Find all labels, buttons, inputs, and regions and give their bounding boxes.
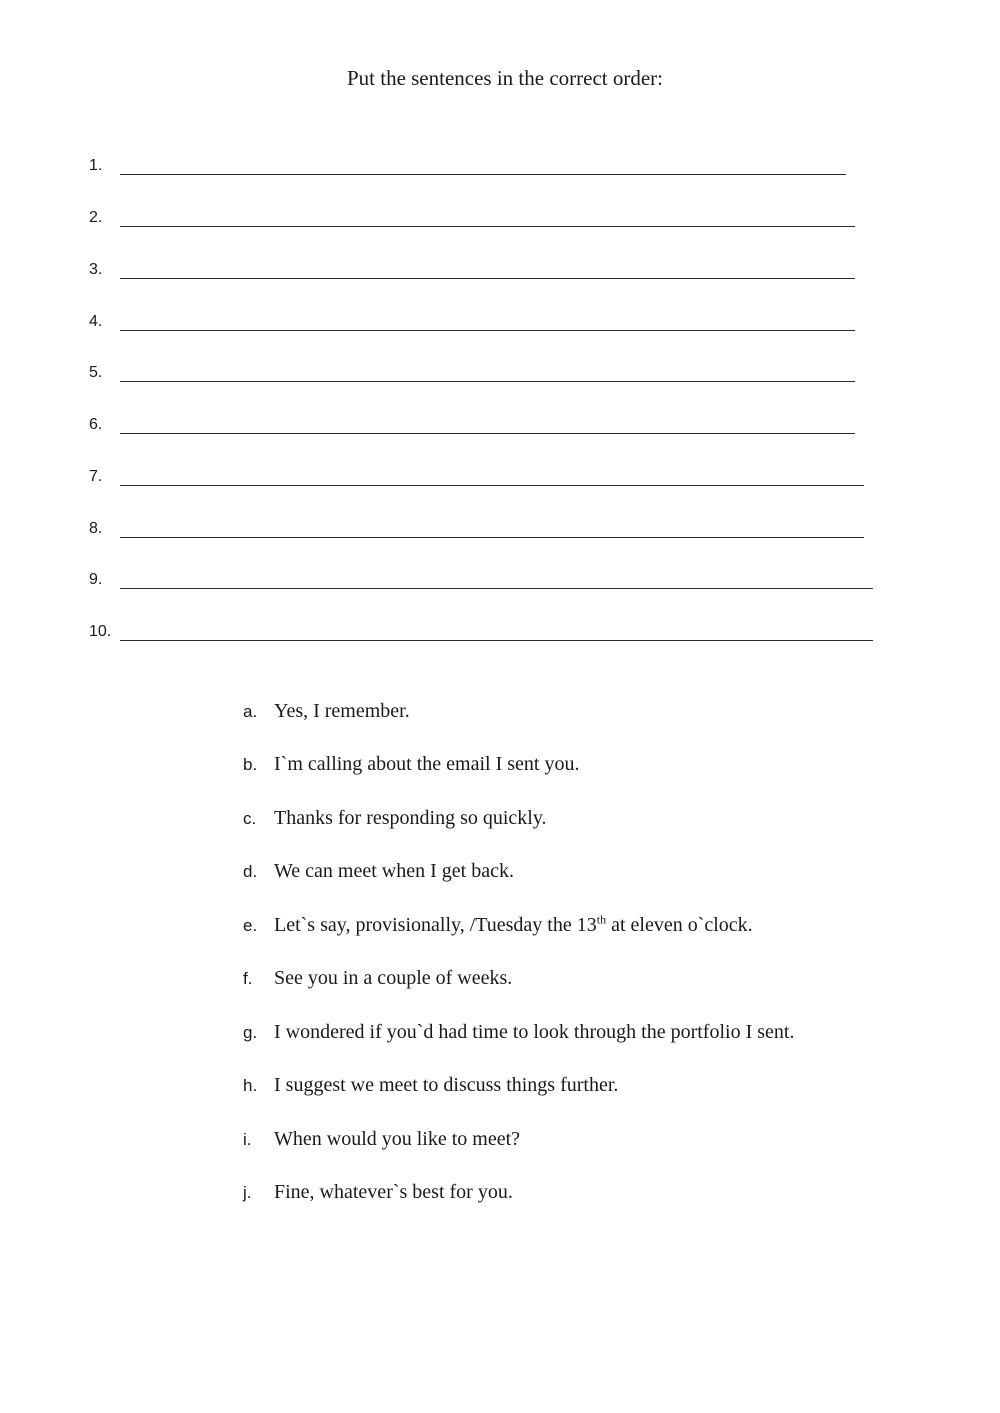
sentence-text: Fine, whatever`s best for you.: [274, 1181, 513, 1203]
answer-blank[interactable]: [120, 587, 873, 589]
sentence-text: Thanks for responding so quickly.: [274, 807, 547, 829]
answer-blank[interactable]: [120, 225, 855, 227]
sentence-letter: h.: [243, 1076, 258, 1095]
answer-blank[interactable]: [120, 380, 855, 382]
answer-number: 9.: [89, 571, 103, 588]
sentence-e: [243, 911, 753, 939]
sentence-a: [243, 697, 410, 725]
answer-blank[interactable]: [120, 484, 864, 486]
answer-number: 7.: [89, 468, 103, 485]
answer-blank[interactable]: [120, 639, 873, 641]
answer-number: 2.: [89, 209, 103, 226]
sentence-g: [243, 1018, 794, 1046]
sentence-i: [243, 1125, 520, 1153]
sentence-letter: e.: [243, 916, 258, 935]
answer-blank[interactable]: [120, 277, 855, 279]
answer-blank[interactable]: [120, 536, 864, 538]
answer-blank[interactable]: [120, 329, 855, 331]
answer-number: 1.: [89, 157, 103, 174]
sentence-text: I suggest we meet to discuss things further.: [274, 1074, 619, 1096]
sentence-letter: b.: [243, 755, 258, 774]
sentence-text-after: at eleven o`clock.: [606, 914, 753, 936]
answer-number: 6.: [89, 416, 103, 433]
sentence-h: [243, 1071, 618, 1099]
answer-number: 5.: [89, 364, 103, 381]
answer-number: 8.: [89, 520, 103, 537]
answer-blank[interactable]: [120, 432, 855, 434]
sentence-superscript: th: [596, 912, 607, 927]
worksheet-title: Put the sentences in the correct order:: [346, 66, 664, 90]
sentence-letter: a.: [243, 702, 258, 721]
sentence-c: [243, 804, 547, 832]
answer-blank[interactable]: [120, 173, 846, 175]
answer-number: 3.: [89, 261, 103, 278]
sentence-d: [243, 857, 514, 885]
sentence-text: See you in a couple of weeks.: [274, 967, 513, 989]
answer-number: 4.: [89, 313, 103, 330]
sentence-text: I wondered if you`d had time to look through the portfolio I sent.: [274, 1021, 795, 1043]
sentence-letter: c.: [243, 809, 257, 828]
sentence-letter: d.: [243, 862, 258, 881]
sentence-b: [243, 750, 579, 778]
sentence-j: [243, 1178, 513, 1206]
sentence-text: I`m calling about the email I sent you.: [274, 753, 580, 775]
sentence-text: Yes, I remember.: [274, 700, 410, 722]
sentence-letter: j.: [243, 1183, 252, 1202]
sentence-letter: g.: [243, 1023, 258, 1042]
sentence-text-before: Let`s say, provisionally, /Tuesday the 13: [274, 914, 597, 936]
sentence-text: We can meet when I get back.: [274, 860, 514, 882]
sentence-text: When would you like to meet?: [274, 1128, 521, 1150]
sentence-letter: i.: [243, 1130, 252, 1149]
sentence-letter: f.: [243, 969, 253, 988]
answer-number: 10.: [89, 623, 112, 640]
sentence-f: [243, 964, 512, 992]
